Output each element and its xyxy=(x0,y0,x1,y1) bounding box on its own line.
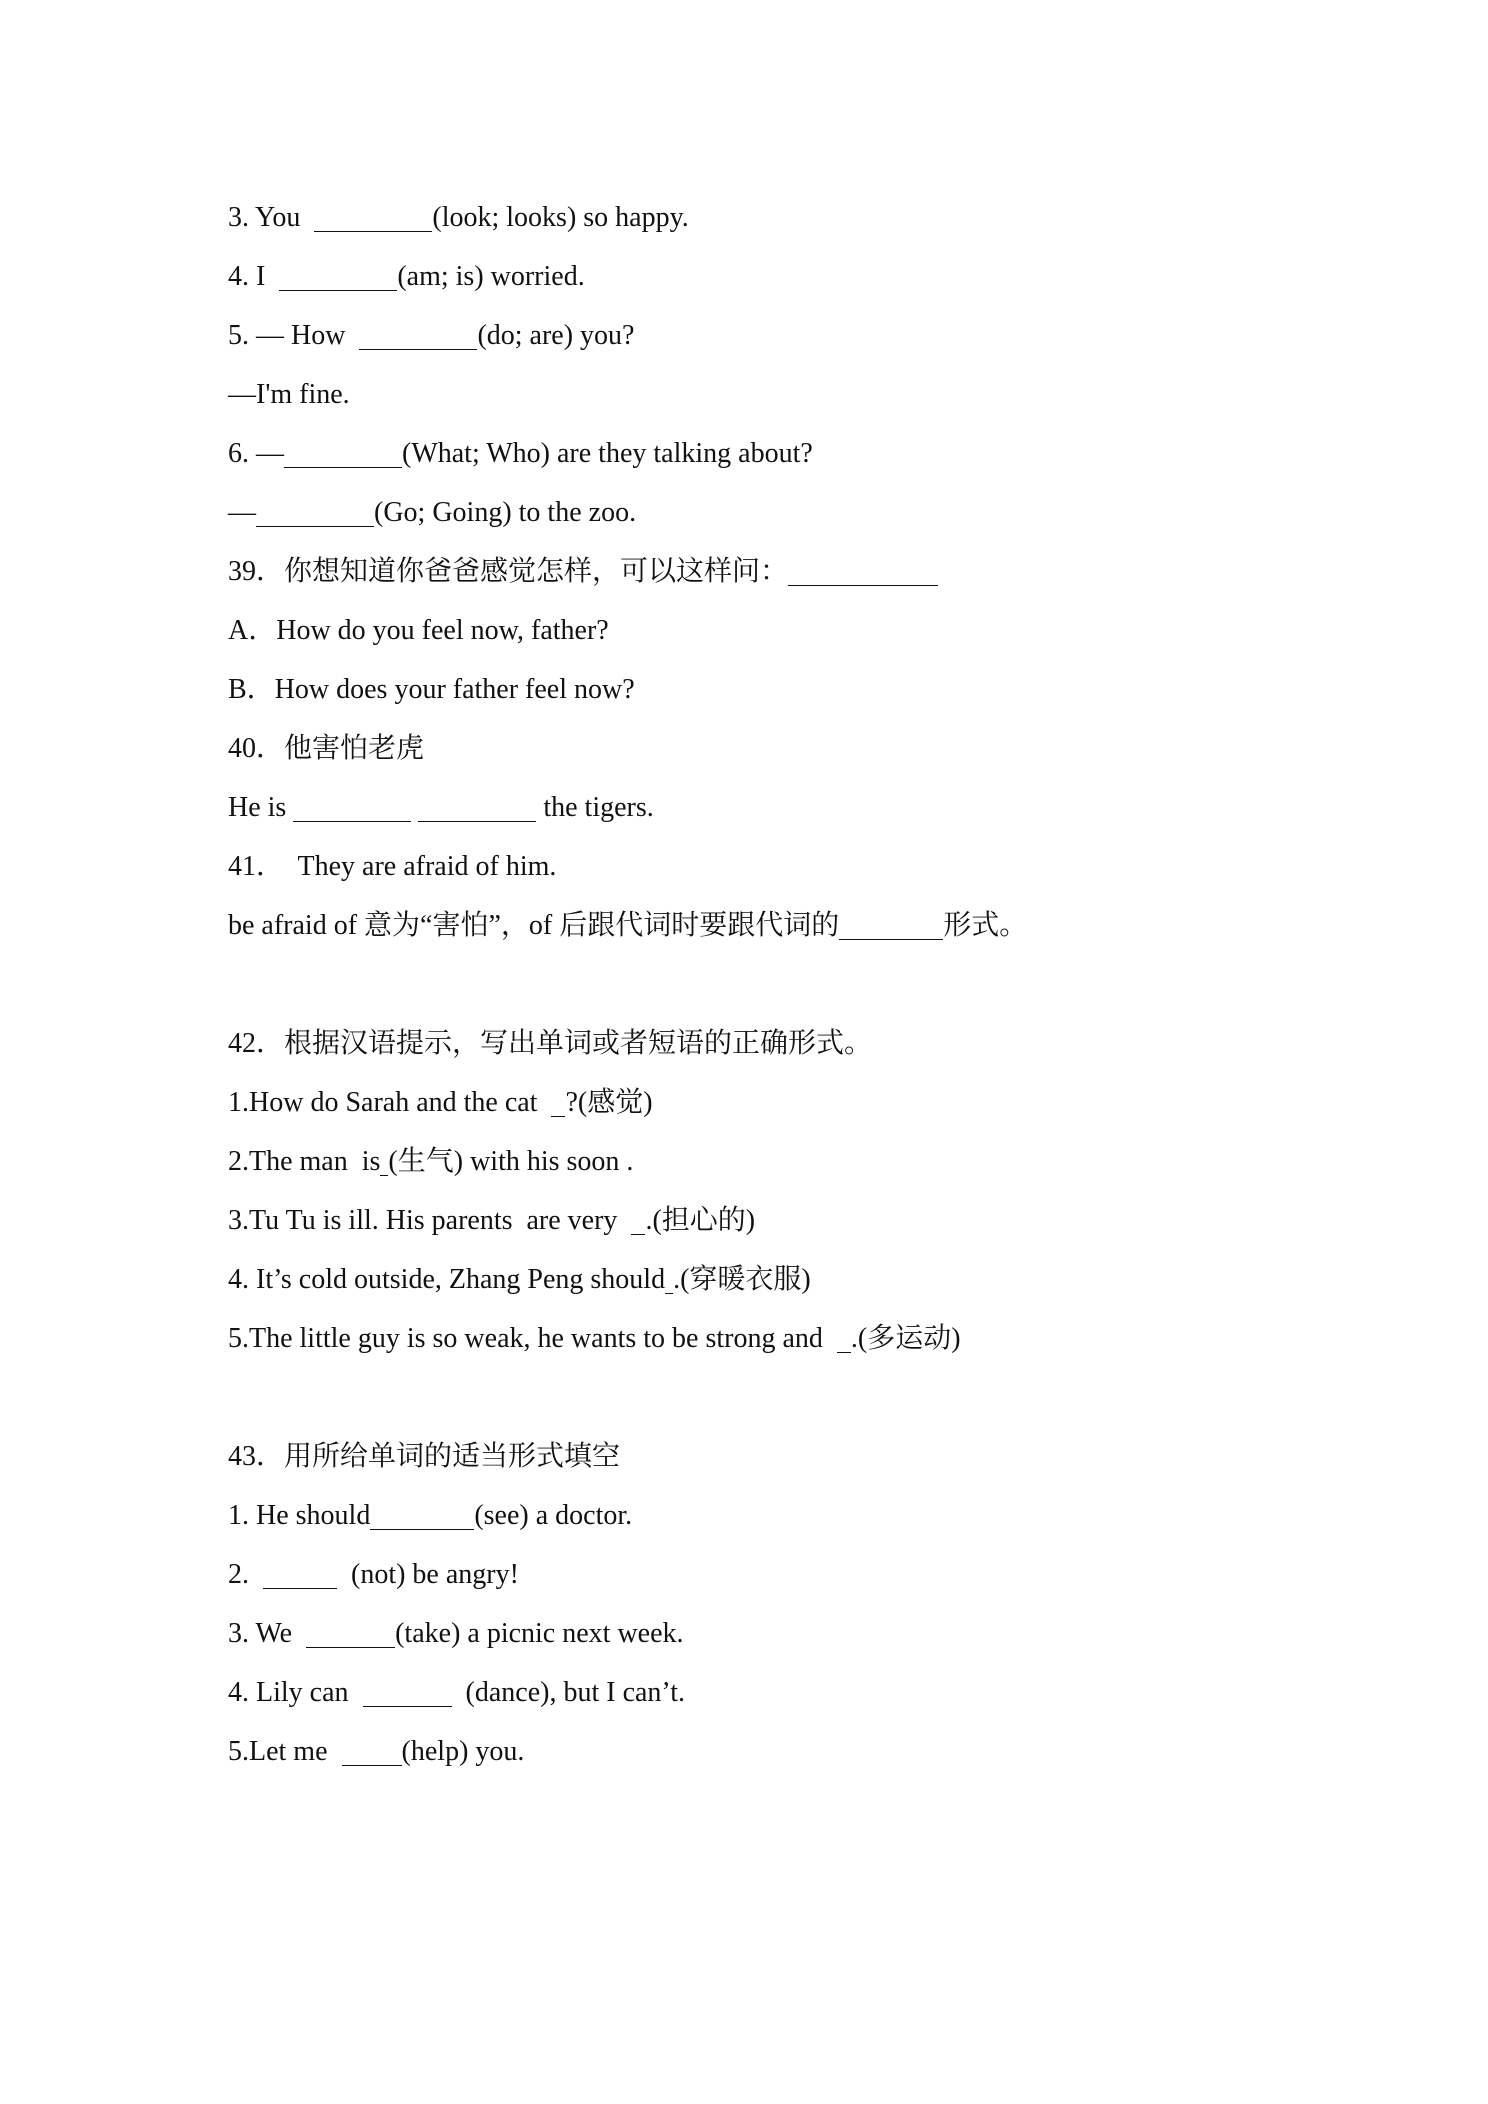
line-text: 3. We xyxy=(228,1618,307,1649)
line-text-after: 形式。 xyxy=(943,910,1028,941)
line-text: 3. You xyxy=(228,202,315,233)
text-line xyxy=(228,1722,1328,1781)
text-line xyxy=(228,1309,1328,1368)
line-text-after: .(多运动) xyxy=(850,1323,961,1354)
text-line xyxy=(228,365,1328,424)
line-text: —I'm fine. xyxy=(228,379,350,410)
line-text: — xyxy=(228,497,256,528)
answer-blank[interactable] xyxy=(306,1619,395,1648)
answer-blank[interactable] xyxy=(256,498,374,527)
text-line xyxy=(228,188,1328,247)
line-text-after: .(穿暖衣服) xyxy=(673,1264,811,1295)
question-part-a xyxy=(228,188,1328,542)
question-q43 xyxy=(228,1368,1328,1781)
answer-blank[interactable] xyxy=(631,1206,645,1235)
line-text-after: ?(感觉) xyxy=(565,1087,653,1118)
line-text: 43．用所给单词的适当形式填空 xyxy=(228,1441,621,1472)
text-line xyxy=(228,1427,1328,1486)
answer-blank[interactable] xyxy=(837,1324,851,1353)
line-text-after: (see) a doctor. xyxy=(474,1500,633,1531)
line-text-after: (am; is) worried. xyxy=(397,261,585,292)
line-text: 5.The little guy is so weak, he wants to be strong and xyxy=(228,1323,837,1354)
text-line xyxy=(228,1604,1328,1663)
answer-blank[interactable] xyxy=(279,262,397,291)
text-line xyxy=(228,1250,1328,1309)
text-line xyxy=(228,778,1328,837)
text-line xyxy=(228,1191,1328,1250)
line-text: 1. He should xyxy=(228,1500,371,1531)
answer-blank[interactable] xyxy=(359,321,477,350)
line-text: 40．他害怕老虎 xyxy=(228,733,425,764)
line-text: 2.The man is xyxy=(228,1146,381,1177)
line-text: 2. xyxy=(228,1559,263,1590)
line-text-after: (Go; Going) to the zoo. xyxy=(374,497,637,528)
worksheet-page xyxy=(228,188,1328,1781)
answer-blank[interactable] xyxy=(363,1678,452,1707)
line-text: 5. — How xyxy=(228,320,360,351)
line-text: 39．你想知道你爸爸感觉怎样，可以这样问： xyxy=(228,556,789,587)
text-line xyxy=(228,1663,1328,1722)
text-line xyxy=(228,483,1328,542)
line-text-after: (dance), but I can’t. xyxy=(451,1677,686,1708)
line-text-after: (do; are) you? xyxy=(477,320,635,351)
question-q39 xyxy=(228,542,1328,719)
line-text: 5.Let me xyxy=(228,1736,342,1767)
line-text-after: (help) you. xyxy=(401,1736,525,1767)
text-line xyxy=(228,660,1328,719)
answer-blank[interactable] xyxy=(551,1088,565,1117)
line-text-after: .(担心的) xyxy=(645,1205,756,1236)
text-line xyxy=(228,542,1328,601)
spacer xyxy=(228,955,1328,1014)
text-line xyxy=(228,247,1328,306)
line-text-after: (What; Who) are they talking about? xyxy=(402,438,813,469)
line-text: He is xyxy=(228,792,294,823)
answer-blank[interactable] xyxy=(788,557,938,586)
text-line xyxy=(228,896,1328,955)
spacer xyxy=(228,1368,1328,1427)
answer-blank[interactable] xyxy=(839,911,943,940)
line-text-after xyxy=(411,792,418,823)
question-q41 xyxy=(228,837,1328,955)
line-text: 4. Lily can xyxy=(228,1677,363,1708)
line-text: 4. It’s cold outside, Zhang Peng should xyxy=(228,1264,666,1295)
answer-blank[interactable] xyxy=(418,793,536,822)
line-text: 6. — xyxy=(228,438,284,469)
text-line xyxy=(228,1486,1328,1545)
line-text-after: (生气) with his soon . xyxy=(388,1146,634,1177)
line-text: 3.Tu Tu is ill. His parents are very xyxy=(228,1205,632,1236)
line-text: be afraid of 意为“害怕”，of 后跟代词时要跟代词的 xyxy=(228,910,840,941)
question-q40 xyxy=(228,719,1328,837)
line-text: 4. I xyxy=(228,261,280,292)
line-text-after: (take) a picnic next week. xyxy=(395,1618,684,1649)
text-line xyxy=(228,1073,1328,1132)
line-text: 1.How do Sarah and the cat xyxy=(228,1087,552,1118)
line-text-after: (not) be angry! xyxy=(337,1559,519,1590)
answer-blank[interactable] xyxy=(293,793,411,822)
answer-blank[interactable] xyxy=(342,1737,402,1766)
text-line xyxy=(228,719,1328,778)
answer-blank[interactable] xyxy=(370,1501,474,1530)
answer-blank[interactable] xyxy=(263,1560,337,1589)
line-text-after: (look; looks) so happy. xyxy=(432,202,689,233)
line-text-after: the tigers. xyxy=(536,792,654,823)
text-line xyxy=(228,424,1328,483)
text-line xyxy=(228,837,1328,896)
text-line xyxy=(228,306,1328,365)
line-text: A．How do you feel now, father? xyxy=(228,615,609,646)
line-text: B．How does your father feel now? xyxy=(228,674,635,705)
text-line xyxy=(228,1545,1328,1604)
answer-blank[interactable] xyxy=(284,439,402,468)
answer-blank[interactable] xyxy=(665,1265,673,1294)
line-text: 41． They are afraid of him. xyxy=(228,851,557,882)
text-line xyxy=(228,601,1328,660)
text-line xyxy=(228,1132,1328,1191)
text-line xyxy=(228,1014,1328,1073)
answer-blank[interactable] xyxy=(314,203,432,232)
line-text: 42．根据汉语提示，写出单词或者短语的正确形式。 xyxy=(228,1028,873,1059)
question-q42 xyxy=(228,955,1328,1368)
